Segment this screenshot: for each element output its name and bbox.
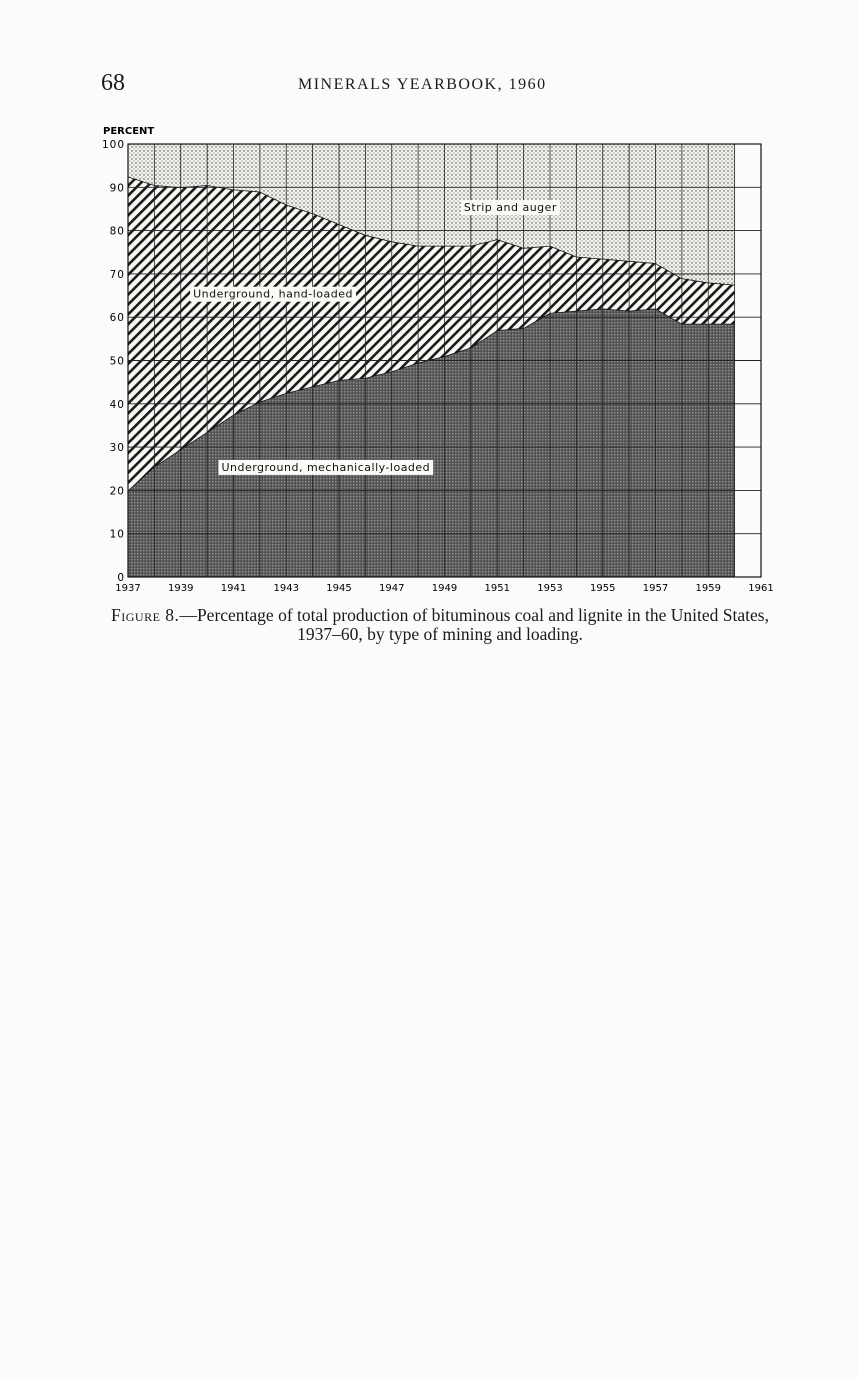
svg-text:Strip and auger: Strip and auger — [463, 201, 557, 215]
y-tick-label: 20 — [109, 485, 125, 498]
strip-and-auger-label — [461, 200, 560, 215]
mechanically-loaded-label — [218, 460, 433, 475]
svg-text:Underground, mechanically-load: Underground, mechanically-loaded — [221, 460, 431, 474]
y-axis-label: PERCENT — [103, 126, 155, 137]
hand-loaded-label — [190, 287, 356, 302]
x-tick-label: 1947 — [379, 583, 405, 594]
x-tick-label: 1953 — [537, 583, 563, 594]
y-tick-label: 0 — [117, 572, 125, 584]
x-tick-label: 1937 — [115, 583, 141, 594]
y-tick-label: 10 — [109, 528, 125, 541]
x-tick-label: 1959 — [695, 583, 721, 594]
x-axis-ticks — [115, 583, 773, 594]
x-tick-label: 1945 — [326, 583, 352, 594]
x-tick-label: 1949 — [431, 583, 458, 594]
x-tick-label: 1951 — [484, 583, 510, 594]
figure-label: Figure 8. — [111, 605, 180, 625]
y-tick-label: 80 — [109, 225, 125, 238]
x-tick-label: 1957 — [642, 583, 669, 594]
y-tick-label: 70 — [109, 268, 125, 281]
y-tick-label: 60 — [109, 312, 125, 325]
svg-text:Underground, hand-loaded: Underground, hand-loaded — [193, 287, 354, 301]
page-number: 68 — [101, 70, 125, 96]
x-tick-label: 1941 — [220, 583, 247, 594]
y-tick-label: 50 — [109, 355, 125, 368]
figure-caption-text: —Percentage of total production of bituminous coal and lignite in the United States, 1937–60, by type of mining and loading. — [179, 605, 769, 644]
y-tick-label: 30 — [109, 442, 125, 455]
running-title: MINERALS YEARBOOK, 1960 — [298, 76, 547, 93]
x-tick-label: 1943 — [273, 583, 299, 594]
x-tick-label: 1939 — [168, 583, 194, 594]
x-tick-label: 1961 — [748, 583, 774, 594]
x-tick-label: 1955 — [590, 583, 616, 594]
y-axis-ticks — [102, 139, 125, 584]
y-tick-label: 90 — [109, 182, 125, 195]
y-tick-label: 100 — [101, 139, 125, 151]
figure-caption — [100, 606, 780, 644]
stacked-area-chart — [95, 118, 775, 598]
y-tick-label: 40 — [109, 398, 125, 411]
